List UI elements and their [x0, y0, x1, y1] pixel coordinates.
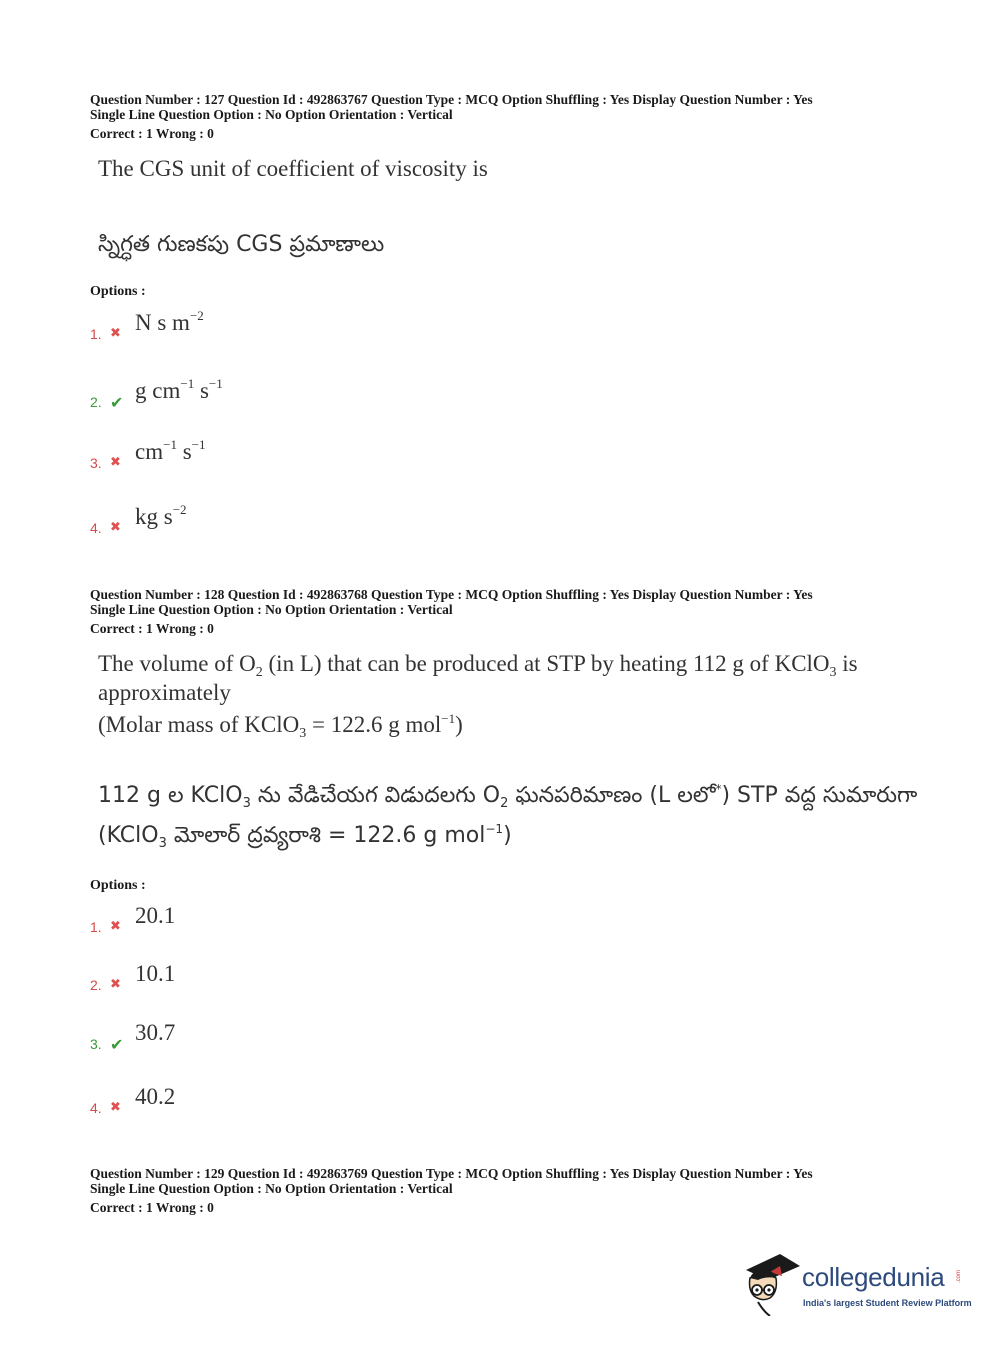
cross-icon: ✖ — [110, 520, 121, 535]
option-number: 3. — [90, 455, 102, 471]
score-line: Correct : 1 Wrong : 0 — [90, 126, 214, 141]
option-4 — [90, 1086, 490, 1116]
question-128-text-english-line3: (Molar mass of KClO$_3$ = 122.6 g mol$^{-1}$) — [98, 711, 463, 741]
option-number: 1. — [90, 919, 102, 935]
option-2 — [90, 963, 490, 993]
question-128-text-english-line1: The volume of $O_2$ (in L) that can be produced at STP by heating 112 g of KClO$_3$ is — [98, 651, 858, 680]
option-1 — [90, 308, 490, 342]
option-value: kg $s^{-2}$ — [135, 502, 187, 529]
question-128-meta — [90, 587, 813, 636]
option-value: N s $m^{-2}$ — [135, 308, 204, 335]
brand-tagline: India's largest Student Review Platform — [803, 1298, 972, 1308]
option-value: 40.2 — [135, 1084, 176, 1109]
cross-icon: ✖ — [110, 919, 121, 934]
question-127-meta — [90, 92, 813, 141]
question-128-text-english-line2: approximately — [98, 680, 231, 705]
question-128-text-telugu-line1: 112 g ల KClO$_3$ ను వేడిచేయగ విడుదలగు $O_2$ ఘనపరిమాణం (L లలో*) STP వద్ద సుమారుగా — [98, 782, 918, 811]
meta-line: Single Line Question Option : No Option Orientation : Vertical — [90, 107, 453, 122]
options-label: Options : — [90, 284, 146, 299]
brand-name: collegedunia — [802, 1262, 945, 1292]
check-icon: ✔ — [110, 1035, 124, 1054]
score-line: Correct : 1 Wrong : 0 — [90, 1200, 214, 1215]
meta-line: Question Number : 128 Question Id : 492863768 Question Type : MCQ Option Shuffling : Yes Display Question Number : Yes — [90, 587, 813, 602]
option-2 — [90, 376, 490, 412]
question-127-text-telugu: స్నిగ్ధత గుణకపు CGS ప్రమాణాలు — [98, 232, 385, 257]
question-129-meta — [90, 1166, 813, 1215]
option-4 — [90, 502, 490, 536]
option-value: 10.1 — [135, 961, 176, 986]
collegedunia-logo — [740, 1250, 970, 1316]
option-value: 20.1 — [135, 903, 176, 928]
option-number: 3. — [90, 1036, 102, 1052]
option-value: 30.7 — [135, 1020, 176, 1045]
meta-line: Single Line Question Option : No Option Orientation : Vertical — [90, 602, 453, 617]
option-number: 2. — [90, 394, 102, 410]
question-128-text-telugu-line2: (KClO$_3$ మోలార్ ద్రవ్యరాశి = 122.6 g mol$^{-1}$) — [98, 822, 512, 851]
option-value: $cm^{-1}$ $s^{-1}$ — [135, 437, 206, 464]
cross-icon: ✖ — [110, 1100, 121, 1115]
meta-line: Single Line Question Option : No Option Orientation : Vertical — [90, 1181, 453, 1196]
option-number: 4. — [90, 1100, 102, 1116]
option-number: 2. — [90, 977, 102, 993]
cross-icon: ✖ — [110, 455, 121, 470]
meta-line: Question Number : 127 Question Id : 492863767 Question Type : MCQ Option Shuffling : Yes Display Question Number : Yes — [90, 92, 813, 107]
graduate-mascot-icon — [740, 1250, 802, 1316]
check-icon: ✔ — [110, 393, 124, 412]
question-127-text-english: The CGS unit of coefficient of viscosity is — [98, 156, 488, 181]
option-number: 1. — [90, 326, 102, 342]
option-3 — [90, 437, 490, 471]
cross-icon: ✖ — [110, 326, 121, 341]
cross-icon: ✖ — [110, 977, 121, 992]
option-value: g $cm^{-1}$ $s^{-1}$ — [135, 376, 223, 403]
option-3 — [90, 1022, 490, 1052]
option-number: 4. — [90, 520, 102, 536]
score-line: Correct : 1 Wrong : 0 — [90, 621, 214, 636]
brand-domain: .com — [956, 1270, 962, 1284]
option-1 — [90, 905, 490, 935]
meta-line: Question Number : 129 Question Id : 492863769 Question Type : MCQ Option Shuffling : Yes Display Question Number : Yes — [90, 1166, 813, 1181]
options-label: Options : — [90, 878, 146, 893]
